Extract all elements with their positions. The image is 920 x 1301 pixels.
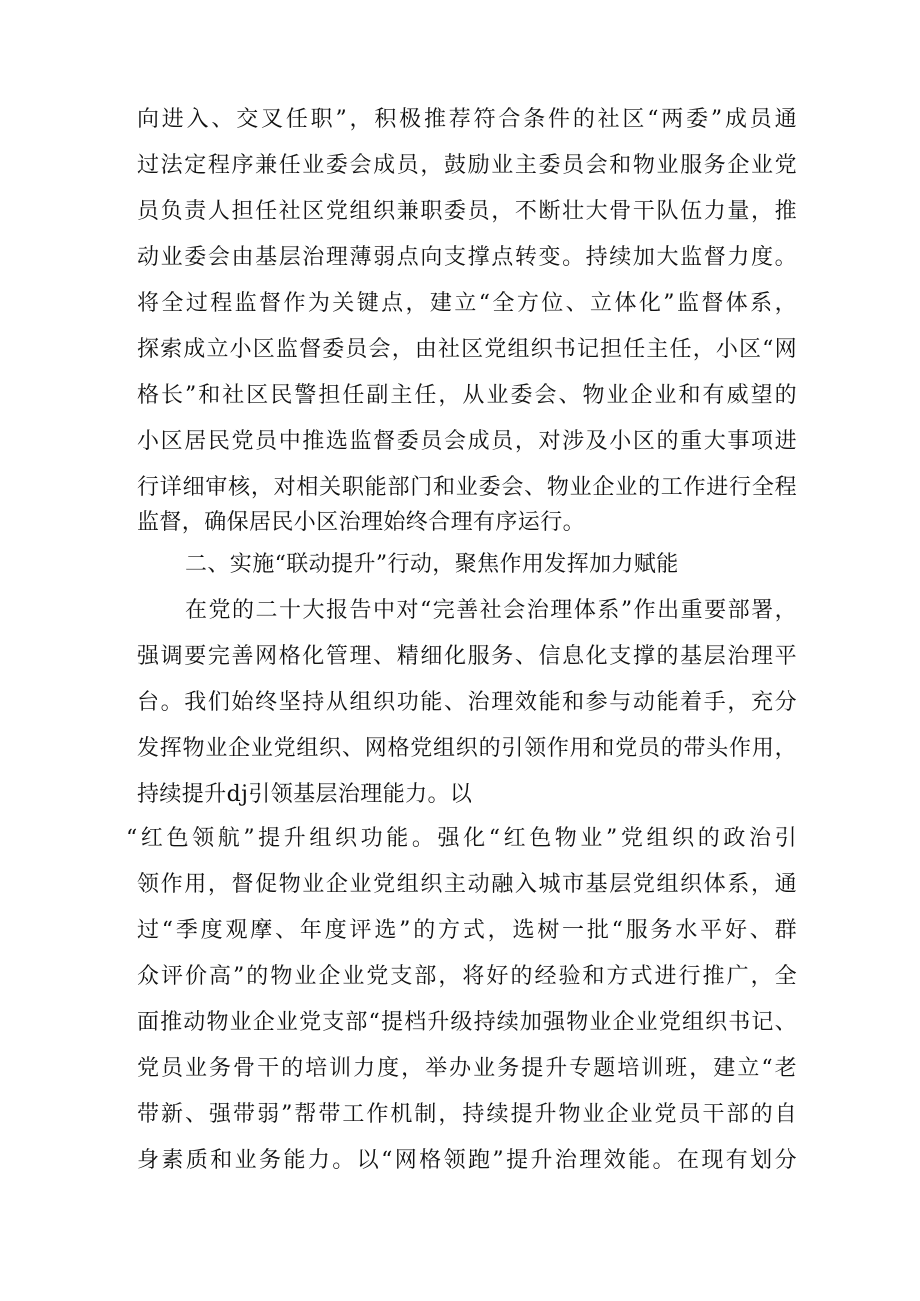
text-line: 领作用，督促物业企业党组织主动融入城市基层党组织体系，通 xyxy=(137,872,797,897)
text-line: 党员业务骨干的培训力度，举办业务提升专题培训班，建立“老 xyxy=(137,1056,797,1081)
text-line: 过“季度观摩、年度评选”的方式，选树一批“服务水平好、群 xyxy=(137,918,797,943)
text-line: 小区居民党员中推选监督委员会成员，对涉及小区的重大事项进 xyxy=(137,429,797,454)
text-line: 将全过程监督作为关键点，建立“全方位、立体化”监督体系， xyxy=(137,291,797,316)
text-line: 身素质和业务能力。以“网格领跑”提升治理效能。在现有划分 xyxy=(137,1148,797,1173)
text-line: 众评价高”的物业企业党支部，将好的经验和方式进行推广，全 xyxy=(137,964,797,989)
text-line: 动业委会由基层治理薄弱点向支撑点转变。持续加大监督力度。 xyxy=(137,245,797,270)
text-line: 强调要完善网格化管理、精细化服务、信息化支撑的基层治理平 xyxy=(137,644,797,669)
section-heading: 二、实施“联动提升”行动，聚焦作用发挥加力赋能 xyxy=(185,552,679,577)
text-line: 员负责人担任社区党组织兼职委员，不断壮大骨干队伍力量，推 xyxy=(137,199,797,224)
text-line: 行详细审核，对相关职能部门和业委会、物业企业的工作进行全程 xyxy=(137,475,797,500)
text-line: 探索成立小区监督委员会，由社区党组织书记担任主任，小区“网 xyxy=(137,337,797,362)
paragraph-first-line: 在党的二十大报告中对“完善社会治理体系”作出重要部署， xyxy=(185,598,797,623)
text-line: 过法定程序兼任业委会成员，鼓励业主委员会和物业服务企业党 xyxy=(137,153,797,178)
text-line: 向进入、交叉任职”，积极推荐符合条件的社区“两委”成员通 xyxy=(137,107,797,132)
text-line: 发挥物业企业党组织、网格党组织的引领作用和党员的带头作用， xyxy=(137,736,797,761)
text-line: 格长”和社区民警担任副主任，从业委会、物业企业和有威望的 xyxy=(137,383,797,408)
text-line: 面推动物业企业党支部“提档升级持续加强物业企业党组织书记、 xyxy=(137,1010,797,1035)
text-line: 台。我们始终坚持从组织功能、治理效能和参与动能着手，充分 xyxy=(137,690,797,715)
text-line: 持续提升dj引领基层治理能力。以 xyxy=(137,782,473,807)
text-line: 监督，确保居民小区治理始终合理有序运行。 xyxy=(137,510,586,535)
text-line: “红色领航”提升组织功能。强化“红色物业”党组织的政治引 xyxy=(126,826,797,851)
text-line: 带新、强带弱”帮带工作机制，持续提升物业企业党员干部的自 xyxy=(137,1102,797,1127)
